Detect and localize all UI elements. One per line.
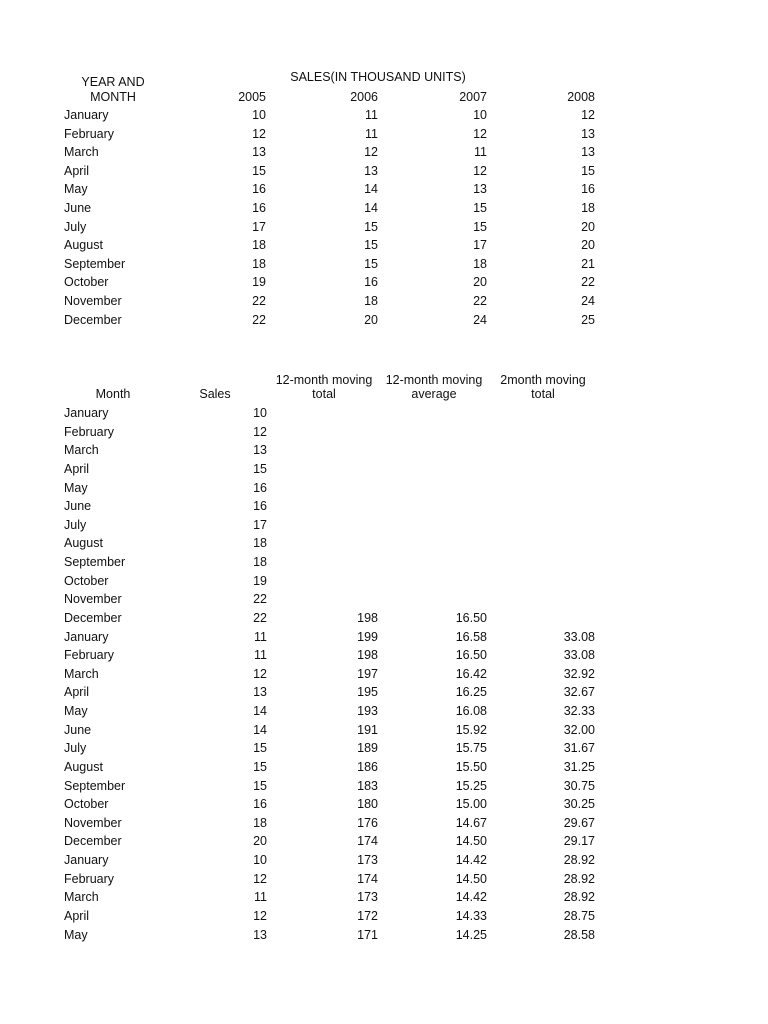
table2-sales-cell: 12 (253, 909, 267, 923)
table2-sales-cell: 15 (253, 461, 267, 476)
table2-sales-cell: 16 (253, 480, 267, 495)
table2-month-label: May (64, 704, 88, 719)
table2-moving-average-cell: 16.58 (455, 629, 487, 644)
table2-sales-cell: 11 (254, 629, 267, 644)
table2-header-2month-total-line2: total (531, 387, 555, 401)
table1-cell: 19 (252, 275, 266, 290)
table1-cell: 17 (252, 219, 266, 234)
table2-moving-average-cell: 14.50 (455, 871, 487, 886)
table2-month-label: May (64, 480, 88, 495)
table2-moving-total-cell: 174 (357, 834, 378, 849)
table2-moving-average-cell: 15.92 (455, 722, 487, 737)
table2-sales-cell: 13 (253, 685, 267, 700)
table2-2month-total-cell: 28.92 (563, 890, 595, 905)
table2-month-label: March (64, 443, 99, 458)
table2-moving-total-cell: 183 (357, 778, 378, 793)
table2-month-label: February (64, 871, 115, 886)
table1-cell: 11 (365, 108, 378, 122)
table2-moving-total-cell: 193 (357, 704, 378, 719)
table1-month-label: February (64, 126, 115, 141)
table1-month-label: March (64, 145, 99, 160)
table2-header-sales: Sales (199, 387, 231, 401)
table1-cell: 13 (581, 145, 595, 160)
table2-moving-total-cell: 189 (357, 741, 378, 756)
table1-cell: 18 (252, 238, 266, 253)
table1-cell: 18 (364, 294, 378, 308)
table2-month-label: March (64, 890, 99, 905)
table1-month-label: July (64, 219, 87, 234)
table1-cell: 15 (252, 163, 266, 178)
table2-2month-total-cell: 32.92 (563, 666, 595, 681)
table2-month-label: August (64, 759, 103, 774)
table2-month-label: June (64, 499, 92, 514)
table1-cell: 22 (252, 312, 266, 327)
table2-month-label: December (64, 610, 122, 625)
table2-moving-total-cell: 198 (357, 648, 378, 663)
table2-moving-average-cell: 16.42 (455, 666, 487, 681)
table2-month-label: January (64, 629, 109, 644)
table2-month-label: January (64, 853, 109, 868)
table2-sales-cell: 18 (253, 815, 267, 830)
table2-sales-cell: 10 (253, 853, 267, 868)
table2-2month-total-cell: 29.67 (563, 815, 595, 830)
table2-month-label: July (64, 741, 87, 756)
table2-month-label: June (64, 722, 92, 737)
table1-cell: 16 (364, 275, 378, 290)
table1-cell: 22 (473, 294, 487, 308)
table2-moving-average-cell: 14.42 (455, 853, 487, 868)
table1-month-label: October (64, 275, 109, 290)
table2-sales-cell: 16 (253, 797, 267, 812)
table2-sales-cell: 12 (253, 666, 267, 681)
table1-month-label: April (64, 163, 90, 178)
table2-2month-total-cell: 29.17 (563, 834, 595, 849)
table2-moving-total-cell: 199 (357, 629, 378, 644)
table1-cell: 15 (473, 219, 487, 234)
table2-moving-average-cell: 14.33 (455, 909, 487, 923)
table1-cell: 15 (364, 219, 378, 234)
table1-month-label: January (64, 108, 109, 122)
table1-cell: 18 (581, 201, 595, 215)
table2-moving-total-cell: 191 (357, 722, 378, 737)
table2-sales-cell: 18 (253, 555, 267, 570)
table2-sales-cell: 18 (253, 536, 267, 551)
table1-cell: 13 (252, 145, 266, 160)
table2-sales-cell: 13 (253, 443, 267, 458)
table1-cell: 14 (364, 201, 378, 215)
table1-month-label: November (64, 294, 122, 308)
table2-sales-cell: 13 (253, 927, 267, 942)
table2-moving-average-cell: 16.08 (455, 704, 487, 719)
table1-month-label: December (64, 312, 122, 327)
table2-month-label: December (64, 834, 122, 849)
table2-moving-average-cell: 16.50 (455, 610, 487, 625)
table1-cell: 10 (252, 108, 266, 122)
table2-moving-total-cell: 173 (357, 890, 378, 905)
table2-moving-total-cell: 172 (357, 909, 378, 923)
table2-moving-average-cell: 16.25 (455, 685, 487, 700)
table1-cell: 11 (474, 145, 487, 160)
table1-cell: 14 (364, 182, 378, 197)
table1-cell: 15 (581, 163, 595, 178)
table2-sales-cell: 19 (253, 573, 267, 588)
table2-moving-total-cell: 176 (357, 815, 378, 830)
table2-month-label: February (64, 424, 115, 439)
table1-cell: 12 (581, 108, 595, 122)
table2-month-label: September (64, 778, 126, 793)
table1-cell: 22 (581, 275, 595, 290)
table2-month-label: October (64, 573, 109, 588)
table2-month-label: November (64, 592, 122, 607)
table2-moving-total-cell: 186 (357, 759, 378, 774)
table2-2month-total-cell: 28.92 (563, 871, 595, 886)
table1-year-header: 2005 (238, 90, 266, 104)
table2-moving-average-cell: 14.50 (455, 834, 487, 849)
table1-cell: 20 (364, 312, 378, 327)
table2-2month-total-cell: 30.75 (563, 778, 595, 793)
table2-moving-total-cell: 198 (357, 610, 378, 625)
table2-sales-cell: 20 (253, 834, 267, 849)
table2-month-label: September (64, 555, 126, 570)
table1-cell: 20 (581, 238, 595, 253)
table2-2month-total-cell: 32.33 (563, 704, 595, 719)
table1-cell: 21 (581, 256, 595, 271)
table2-moving-total-cell: 174 (357, 871, 378, 886)
table2-moving-total-cell: 173 (357, 853, 378, 868)
table1-cell: 16 (581, 182, 595, 197)
table2-moving-average-cell: 15.75 (455, 741, 487, 756)
table1-month-label: May (64, 182, 88, 197)
table2-sales-cell: 14 (253, 722, 267, 737)
table2-month-label: April (64, 909, 90, 923)
table1-cell: 24 (473, 312, 487, 327)
table1-label-header-line1: YEAR AND (81, 75, 145, 89)
table2-2month-total-cell: 31.67 (563, 741, 595, 756)
table2-sales-cell: 11 (254, 890, 267, 905)
table2-sales-cell: 12 (253, 871, 267, 886)
table2-sales-cell: 15 (253, 741, 267, 756)
table2-month-label: February (64, 648, 115, 663)
table1-cell: 20 (581, 219, 595, 234)
table1-cell: 11 (365, 126, 378, 141)
table2-2month-total-cell: 30.25 (563, 797, 595, 812)
table2-header-moving-average-line1: 12-month moving (385, 373, 483, 387)
table1-cell: 10 (473, 108, 487, 122)
table1-month-label: September (64, 256, 126, 271)
table1-cell: 12 (252, 126, 266, 141)
table2-moving-average-cell: 15.50 (455, 759, 487, 774)
table2-2month-total-cell: 28.58 (563, 927, 595, 942)
table2-header-moving-total-line2: total (312, 387, 336, 401)
table1-month-label: June (64, 201, 92, 215)
table1-cell: 18 (252, 256, 266, 271)
table1-cell: 25 (581, 312, 595, 327)
table2-2month-total-cell: 33.08 (563, 648, 595, 663)
table1-year-header: 2006 (350, 90, 378, 104)
table2-sales-cell: 22 (253, 592, 267, 607)
table1-cell: 12 (364, 145, 378, 160)
table2-header-2month-total-line1: 2month moving (500, 373, 586, 387)
table2-month-label: April (64, 461, 90, 476)
table1-cell: 16 (252, 201, 266, 215)
table2-moving-average-cell: 14.25 (455, 927, 487, 942)
table1-cell: 24 (581, 294, 595, 308)
table2-sales-cell: 16 (253, 499, 267, 514)
table2-header-moving-average-line2: average (411, 387, 457, 401)
table2-month-label: July (64, 517, 87, 532)
table1-cell: 20 (473, 275, 487, 290)
table1-cell: 13 (364, 163, 378, 178)
table2-month-label: January (64, 406, 109, 420)
table2-sales-cell: 22 (253, 610, 267, 625)
table2-month-label: May (64, 927, 88, 942)
table1-cell: 12 (473, 163, 487, 178)
table2-moving-total-cell: 171 (357, 927, 378, 942)
table2-sales-cell: 17 (253, 517, 267, 532)
table2-month-label: April (64, 685, 90, 700)
table2-moving-average-cell: 15.00 (455, 797, 487, 812)
table1-cell: 15 (364, 256, 378, 271)
table1-cell: 15 (364, 238, 378, 253)
table2-header-moving-total-line1: 12-month moving (275, 373, 373, 387)
table2-month-label: November (64, 815, 122, 830)
table2-moving-average-cell: 14.42 (455, 890, 487, 905)
table1-cell: 18 (473, 256, 487, 271)
table1-cell: 13 (473, 182, 487, 197)
table2-month-label: October (64, 797, 109, 812)
table2-2month-total-cell: 32.67 (563, 685, 595, 700)
table2-moving-average-cell: 14.67 (455, 815, 487, 830)
table1-cell: 17 (473, 238, 487, 253)
table2-moving-total-cell: 195 (357, 685, 378, 700)
table2-moving-total-cell: 180 (357, 797, 378, 812)
table2-moving-average-cell: 16.50 (455, 648, 487, 663)
table2-month-label: March (64, 666, 99, 681)
table2-header-month: Month (95, 387, 131, 401)
table2-sales-cell: 15 (253, 759, 267, 774)
table2-month-label: August (64, 536, 103, 551)
table2-2month-total-cell: 33.08 (563, 629, 595, 644)
table1-title: SALES(IN THOUSAND UNITS) (290, 70, 466, 84)
table2-moving-average-cell: 15.25 (455, 778, 487, 793)
table1-cell: 16 (252, 182, 266, 197)
table2-2month-total-cell: 28.92 (563, 853, 595, 868)
table2-2month-total-cell: 28.75 (563, 909, 595, 923)
table2-2month-total-cell: 32.00 (563, 722, 595, 737)
table1-cell: 15 (473, 201, 487, 215)
table1-label-header-line2: MONTH (90, 90, 136, 104)
table2-sales-cell: 14 (253, 704, 267, 719)
table1-year-header: 2008 (567, 90, 595, 104)
table1-cell: 22 (252, 294, 266, 308)
table1-cell: 12 (473, 126, 487, 141)
table2-sales-cell: 12 (253, 424, 267, 439)
table2-sales-cell: 15 (253, 778, 267, 793)
table2-sales-cell: 11 (254, 648, 267, 663)
table2-sales-cell: 10 (253, 406, 267, 420)
table1-cell: 13 (581, 126, 595, 141)
table2-moving-total-cell: 197 (357, 666, 378, 681)
table1-month-label: August (64, 238, 103, 253)
table1-year-header: 2007 (459, 90, 487, 104)
table2-2month-total-cell: 31.25 (563, 759, 595, 774)
